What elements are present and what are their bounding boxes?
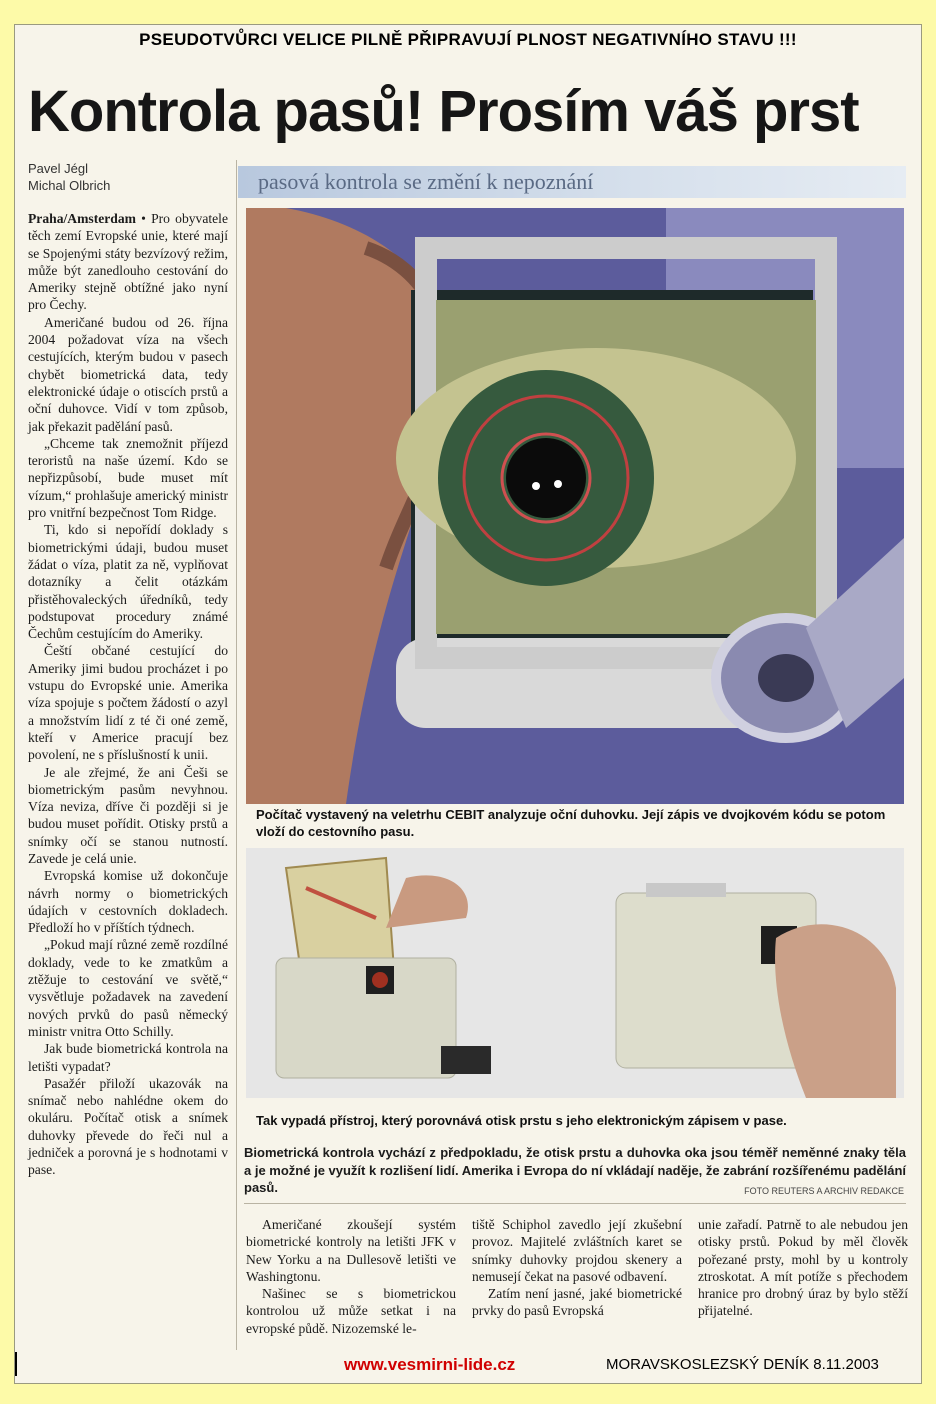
article-bottom-column	[472, 1216, 682, 1320]
byline	[28, 160, 110, 194]
website-link[interactable]: www.vesmirni-lide.cz	[344, 1355, 516, 1374]
photo-caption: Tak vypadá přístroj, který porovnává otisk prstu s jeho elektronickým zápisem v pase.	[256, 1113, 787, 1128]
margin-mark	[15, 1352, 17, 1376]
article-paragraph: Jak bude biometrická kontrola na letišti vypadat?	[28, 1041, 228, 1074]
author-name: Michal Olbrich	[28, 178, 111, 193]
article-paragraph: Našinec se s biometrickou kontrolou už může setkat i na evropské půdě. Nizozemské le-	[246, 1286, 456, 1336]
newspaper-source: MORAVSKOSLEZSKÝ DENÍK 8.11.2003	[606, 1356, 879, 1373]
article-paragraph: „Pokud mají různé země rozdílné doklady, vede to ke zmatkům a ztěžuje to cestování ve světě,“ vysvětluje požadavek na zavedení nových prvků do pasů německý ministr vnitra Otto Schilly.	[28, 937, 228, 1039]
headline: Kontrola pasů! Prosím váš prst	[28, 79, 859, 144]
summary-box: Biometrická kontrola vychází z předpokladu, že otisk prstu a duhovka oka jsou téměř neměnné znaky těla a je možné je využít k rozlišení lidí. Amerika i Evropa do ní vkládají naděje, že zabrání rozšířenému padělání pasů.	[244, 1145, 907, 1195]
article-left-column	[28, 210, 228, 1179]
iris-scan-photo	[246, 208, 904, 804]
fingerprint-scanner-illustration	[246, 848, 904, 1098]
article-paragraph: Pasažér přiloží ukazovák na snímač nebo nahlédne okem do okuláru. Počítač otisk a snímek duhovky převede do řeči nul a jedniček a porovná je s hodnotami v pase.	[28, 1075, 228, 1178]
article-paragraph: tiště Schiphol zavedlo její zkušební provoz. Majitelé zvláštních karet se snímky duhovky projdou skenery a nemusejí čekat na pasové odbavení.	[472, 1217, 682, 1284]
article-paragraph: Ti, kdo si nepořídí doklady s biometrickými údaji, budou muset žádat o víza, platit za ně, vyplňovat dotazníky a čelit otázkám přistěhovaleckých úředníků, tedy podstupovat procedury známé Čechům cestujícím do Ameriky.	[28, 522, 228, 642]
section-divider	[244, 1203, 906, 1204]
article-paragraph: Praha/Amsterdam • Pro obyvatele těch zemí Evropské unie, které mají se Spojenými státy bezvízový režim, může být zanedlouho cestování do Ameriky stejně obtížné jako nyní pro Čechy.	[28, 211, 228, 313]
deck-subtitle: pasová kontrola se změní k nepoznání	[238, 166, 906, 198]
article-paragraph: Čeští občané cestující do Ameriky jimi budou procházet i po vstupu do Evropské unie. Amerika víza spojuje s počtem žádostí o azyl a množstvím lidí z té či oné země, kteří v Americe pracují bez povolení, ne s příslušností k unii.	[28, 643, 228, 763]
iris-scan-illustration	[246, 208, 904, 804]
article-paragraph: unie zařadí. Patrně to ale nebudou jen otisky prstů. Pokud by měl člověk pořezané prsty, mohl by u kontroly ztroskotat. A mít potíže s přechodem hranice pro drobný úraz by bylo stěží přijatelné.	[698, 1217, 908, 1319]
article-paragraph: Zatím není jasné, jaké biometrické prvky do pasů Evropská	[472, 1286, 682, 1319]
article-paragraph: Američané budou od 26. října 2004 požadovat víza na všech cestujících, kterým budou v pasech chybět biometrická data, tedy elektronické údaje o otiscích prstů a oční duhovce. Vidí v tom způsob, jak překazit padělání pasů.	[28, 314, 228, 434]
dateline: Praha/Amsterdam	[28, 211, 136, 226]
fingerprint-scanner-photo	[246, 848, 904, 1098]
banner-text: PSEUDOTVŮRCI VELICE PILNĚ PŘIPRAVUJÍ PLNOST NEGATIVNÍHO STAVU !!!	[139, 30, 797, 49]
article-paragraph: „Chceme tak znemožnit příjezd teroristů na naše území. Kdo se nepřizpůsobí, bude muset mít vízum,“ prohlašuje americký ministr pro vnitřní bezpečnost Tom Ridge.	[28, 435, 228, 521]
article-paragraph: Američané zkoušejí systém biometrické kontroly na letišti JFK v New Yorku a na Dullesově letišti ve Washingtonu.	[246, 1217, 456, 1284]
photo-credit: FOTO REUTERS A ARCHIV REDAKCE	[744, 1186, 904, 1196]
article-bottom-column	[246, 1216, 456, 1337]
author-name: Pavel Jégl	[28, 161, 88, 176]
article-paragraph: Evropská komise už dokončuje návrh normy o biometrických údajích v cestovních dokladech. Předloží ho v příštích týdnech.	[28, 868, 228, 936]
article-bottom-column	[698, 1216, 908, 1320]
article-paragraph: Je ale zřejmé, že ani Češi se biometrickým pasům nevyhnou. Víza neviza, dříve či později si je budou muset pořídit. Otisky prstů a snímky očí se stanou nutností. Zavede je celá unie.	[28, 764, 228, 866]
photo-caption: Počítač vystavený na veletrhu CEBIT analyzuje oční duhovku. Její zápis ve dvojkovém kódu se potom vloží do cestovního pasu.	[256, 807, 886, 839]
column-divider	[236, 160, 237, 1350]
